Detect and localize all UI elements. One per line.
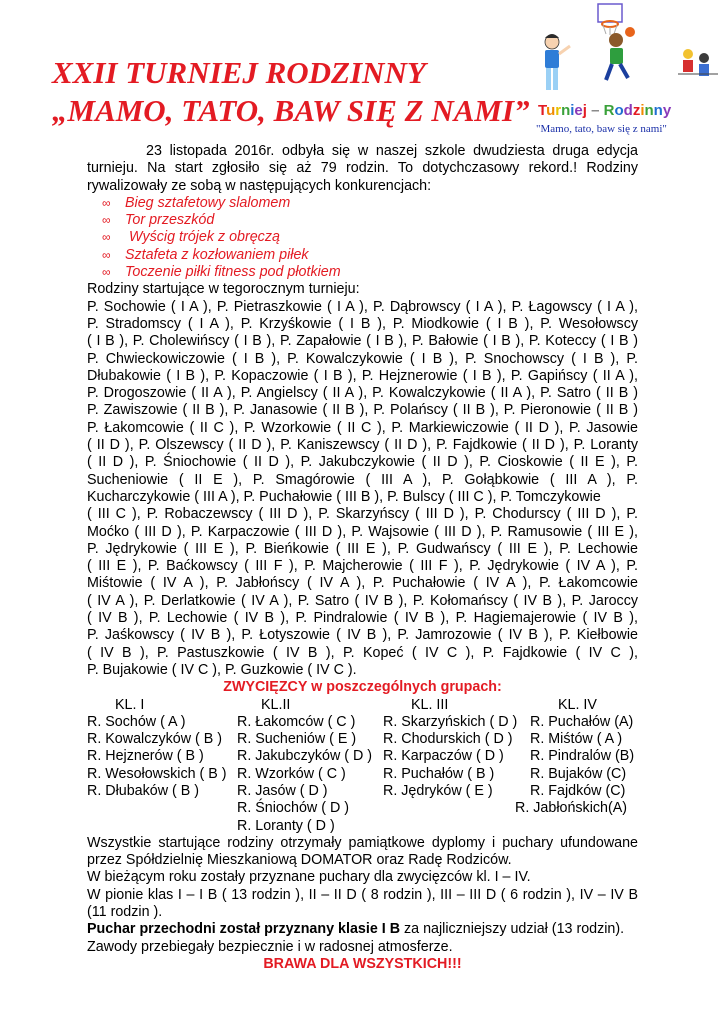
winner-cell: R. Łakomców ( C ): [237, 713, 356, 730]
small-kids-icon: [678, 49, 718, 76]
infinity-icon: ∞: [102, 213, 111, 228]
tournament-logo: [528, 2, 724, 142]
winners-row: [87, 714, 638, 731]
logo-subtitle: "Mamo, tato, baw się z nami": [536, 123, 667, 135]
participants-line: Sucheniowie ( II E ), P. Smagórowie ( III A ), P. Gołąbkowie ( III A ), P.: [87, 471, 638, 488]
competition-item: ∞ Tor przeszkód: [87, 212, 638, 229]
winner-cell: R. Sochów ( A ): [87, 713, 186, 730]
participants-line: Miśtowie ( IV A ), P. Jabłońscy ( IV A ), P. Puchałowie ( IV A ), P. Łakomcowie: [87, 575, 638, 592]
closing-line: (11 rodzin ).: [87, 904, 163, 921]
winner-cell: R. Karpaczów ( D ): [383, 748, 504, 765]
winner-cell: R. Jędryków ( E ): [383, 782, 493, 799]
participants-line: P. Jędrykowie ( III E ), P. Bieńkowie ( III E ), P. Gudwańscy ( III E ), P. Lechowie: [87, 540, 638, 557]
winner-cell: R. Puchałów (A): [530, 713, 634, 730]
class-header: KL.II: [261, 696, 291, 713]
closing-line: W pionie klas I – I B ( 13 rodzin ), II – II D ( 8 rodzin ), III – III D ( 6 rodzin ), IV – IV B: [87, 886, 638, 903]
participants-line: P. Sochowie ( I A ), P. Pietraszkowie ( I A ), P. Dąbrowscy ( I A ), P. Łagowscy ( I A ),: [87, 298, 638, 315]
trophy-line: [87, 921, 638, 938]
participants-line: ( II D ), P. Olszewscy ( II D ), P. Kaniszewscy ( II D ), P. Fajdkowie ( II D ), P. Loranty: [87, 437, 638, 454]
participants-line: Moćko ( III D ), P. Karpaczowie ( III D ), P. Wajsowie ( III D ), P. Ramusowie ( III E ),: [87, 523, 638, 540]
infinity-icon: ∞: [102, 247, 111, 262]
participants-line: ( III E ), P. Baćkowscy ( III F ), P. Majcherowie ( III F ), P. Jędrykowie ( IV A ), P.: [87, 558, 638, 575]
winners-row: [87, 800, 638, 817]
article-body: [87, 143, 638, 973]
participants-list: [87, 299, 638, 680]
infinity-icon: ∞: [102, 230, 111, 245]
participants-line: ( IV B ), P. Lechowie ( IV B ), P. Pindralowie ( IV B ), P. Hagiemajerowie ( IV B ),: [87, 610, 638, 627]
trophy-bold-text: Puchar przechodni został przyznany klasie I B: [87, 921, 401, 938]
participants-line: ( IV A ), P. Derlatkowie ( IV A ), P. Satro ( IV B ), P. Kołomańscy ( IV B ), P. Jaroccy: [87, 592, 638, 609]
winner-cell: R. Fajdków (C): [530, 782, 626, 799]
winners-row: [87, 748, 638, 765]
participants-line: ( III C ), P. Robaczewscy ( III D ), P. Skarzyńscy ( III D ), P. Chodurscy ( III D ), P.: [87, 506, 638, 523]
winner-cell: R. Kowalczyków ( B ): [87, 731, 223, 748]
closing-line: przez Spółdzielnię Mieszkaniową DOMATOR oraz Radę Rodziców.: [87, 852, 512, 869]
infinity-icon: ∞: [102, 265, 111, 280]
winner-cell: R. Dłubaków ( B ): [87, 782, 200, 799]
closing-line: Zawody przebiegały bezpiecznie i w radosnej atmosferze.: [87, 938, 453, 955]
winners-row: [87, 731, 638, 748]
intro-line: rywalizowały ze sobą w następujących konkurencjach:: [87, 177, 432, 194]
competition-item: ∞ Bieg sztafetowy slalomem: [87, 195, 638, 212]
competition-item: ∞ Sztafeta z kozłowaniem piłek: [87, 247, 638, 264]
winner-cell: R. Jakubczyków ( D ): [237, 748, 373, 765]
winners-row: [87, 818, 638, 835]
final-cheer: BRAWA DLA WSZYSTKICH!!!: [263, 955, 462, 972]
participants-line: P. Jaśkowscy ( IV B ), P. Łotyszowie ( IV B ), P. Jamrozowie ( IV B ), P. Kiełbowie: [87, 627, 638, 644]
participants-line: ( IV B ), P. Pastuszkowie ( IV B ), P. Kopeć ( IV C ), P. Fajdkowie ( IV C ),: [87, 644, 638, 661]
participants-line: ( I B ), P. Cholewińscy ( I B ), P. Zapałowie ( I B ), P. Bałowie ( I B ), P. Koteccy ( I B ): [87, 333, 638, 350]
winner-cell: R. Sucheniów ( E ): [237, 731, 357, 748]
logo-title-text: Turniej – Rodzinny: [538, 102, 672, 119]
child-figure-icon: [545, 34, 570, 90]
participants-line: P. Chwieckowiczowie ( I B ), P. Kowalczykowie ( I B ), P. Snochowscy ( I B ), P.: [87, 350, 638, 367]
winner-cell: R. Pindralów (B): [530, 748, 635, 765]
winner-cell: R. Hejznerów ( B ): [87, 748, 204, 765]
title-line-1: XXII TURNIEJ RODZINNY: [52, 55, 426, 90]
winners-row: [87, 783, 638, 800]
winner-cell: R. Wesołowskich ( B ): [87, 765, 227, 782]
participants-line: P. Bujakowie ( IV C ), P. Guzkowie ( IV C ).: [87, 661, 357, 678]
title-line-2: „MAMO, TATO, BAW SIĘ Z NAMI”: [52, 93, 530, 128]
winners-heading: ZWYCIĘZCY w poszczególnych grupach:: [223, 679, 502, 696]
winner-cell: R. Puchałów ( B ): [383, 765, 495, 782]
competition-item: ∞ Toczenie piłki fitness pod płotkiem: [87, 264, 638, 281]
closing-line: Wszystkie startujące rodziny otrzymały pamiątkowe dyplomy i puchary ufundowane: [87, 834, 638, 851]
ball-icon: [625, 27, 635, 37]
trophy-rest-text: za najliczniejszy udział (13 rodzin).: [400, 921, 625, 938]
winners-row: [87, 766, 638, 783]
winner-cell: R. Chodurskich ( D ): [383, 731, 513, 748]
class-header: KL. I: [115, 696, 145, 713]
winner-cell: R. Jabłońskich(A): [515, 800, 628, 817]
participants-line: P. Drogoszowie ( II A ), P. Angielscy ( II A ), P. Kowalczykowie ( II A ), P. Satro ( II B ): [87, 385, 638, 402]
class-header: KL. IV: [558, 696, 597, 713]
class-header: KL. III: [411, 696, 449, 713]
intro-line: 23 listopada 2016r. odbyła się w naszej szkole dwudziesta druga edycja: [146, 143, 638, 159]
winner-cell: R. Wzorków ( C ): [237, 765, 346, 782]
participants-line: ( II D ), P. Śniochowie ( II D ), P. Jakubczykowie ( II D ), P. Cioskowie ( II E ), P.: [87, 454, 638, 471]
participants-line: Dłubakowie ( I B ), P. Kopaczowie ( I B ), P. Hejznerowie ( I B ), P. Gapińscy ( II A ),: [87, 367, 638, 384]
participants-line: P. Łakomcowie ( II C ), P. Wzorkowie ( II C ), P. Markiewiczowie ( II D ), P. Jasowie: [87, 419, 638, 436]
winner-cell: R. Skarzyńskich ( D ): [383, 713, 518, 730]
participants-heading: Rodziny startujące w tegorocznym turnieju:: [87, 281, 360, 298]
infinity-icon: ∞: [102, 195, 111, 210]
participants-line: Kucharczykowie ( III A ), P. Puchałowie ( III B ), P. Bulscy ( III C ), P. Tomczykowie: [87, 488, 601, 505]
winners-header-row: [87, 697, 638, 714]
winner-cell: R. Jasów ( D ): [237, 782, 328, 799]
participants-line: P. Zawiszowie ( II B ), P. Janasowie ( II B ), P. Polańscy ( II B ), P. Pieronowie ( II B ): [87, 402, 638, 419]
competition-item: ∞ Wyścig trójek z obręczą: [87, 229, 638, 246]
hoop-rim-icon: [602, 21, 618, 27]
hoop-board-icon: [598, 4, 622, 22]
winner-cell: R. Miśtów ( A ): [530, 731, 623, 748]
winner-cell: R. Loranty ( D ): [237, 817, 335, 834]
winner-cell: R. Śniochów ( D ): [237, 800, 350, 817]
winner-cell: R. Bujaków (C): [530, 765, 627, 782]
participants-line: P. Stradomscy ( I A ), P. Krzyśkowie ( I B ), P. Miodkowie ( I B ), P. Wesołowscy: [87, 315, 638, 332]
intro-line: turnieju. Na start zgłosiło się aż 79 rodzin. To dotychczasowy rekord.! Rodziny: [87, 160, 638, 177]
closing-line: W bieżącym roku zostały przyznane puchary dla zwycięzców kl. I – IV.: [87, 869, 531, 886]
